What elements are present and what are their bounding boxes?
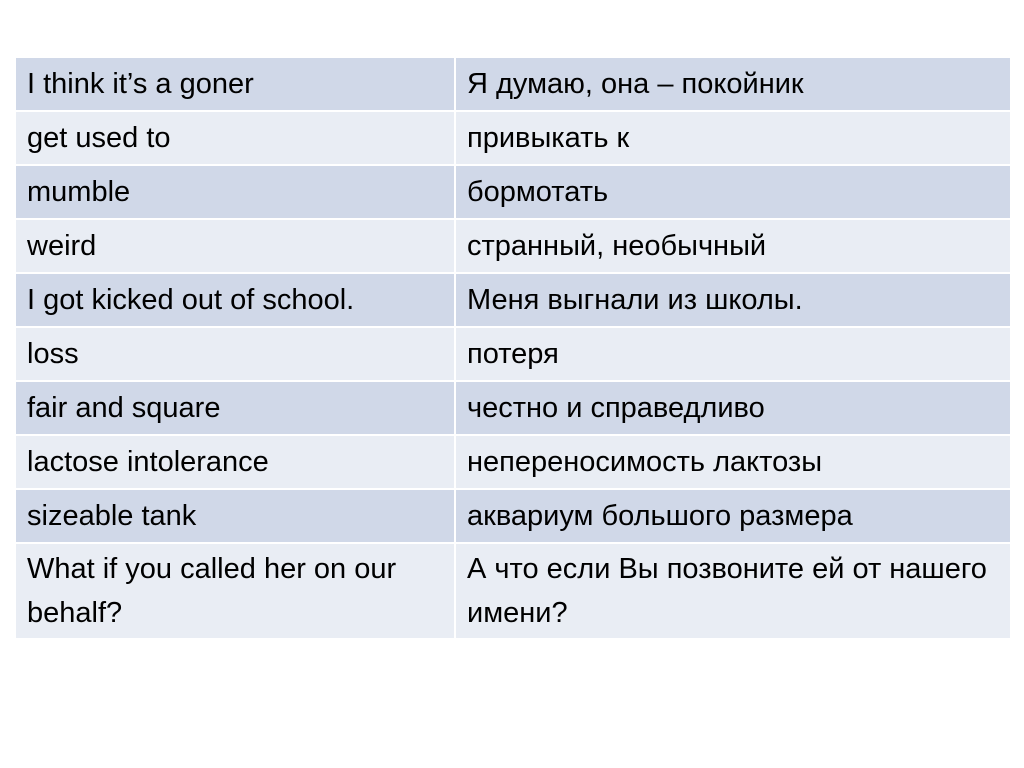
english-term: I got kicked out of school.: [16, 274, 454, 326]
russian-translation: непереносимость лактозы: [456, 436, 1010, 488]
english-term: fair and square: [16, 382, 454, 434]
english-term: loss: [16, 328, 454, 380]
english-term: lactose intolerance: [16, 436, 454, 488]
table-row: [16, 220, 1010, 272]
table-row: [16, 58, 1010, 110]
english-term: I think it’s a goner: [16, 58, 454, 110]
english-term: mumble: [16, 166, 454, 218]
table-row: [16, 436, 1010, 488]
russian-translation: Я думаю, она – покойник: [456, 58, 1010, 110]
table-row: [16, 328, 1010, 380]
table-row: [16, 544, 1010, 638]
russian-translation: А что если Вы позвоните ей от нашего имени?: [456, 544, 1010, 638]
russian-translation: бормотать: [456, 166, 1010, 218]
russian-translation: аквариум большого размера: [456, 490, 1010, 542]
table-row: [16, 112, 1010, 164]
vocabulary-table: [14, 56, 1012, 640]
table-row: [16, 490, 1010, 542]
russian-translation: странный, необычный: [456, 220, 1010, 272]
russian-translation: потеря: [456, 328, 1010, 380]
english-term: weird: [16, 220, 454, 272]
russian-translation: Меня выгнали из школы.: [456, 274, 1010, 326]
table-row: [16, 166, 1010, 218]
table-row: [16, 274, 1010, 326]
russian-translation: привыкать к: [456, 112, 1010, 164]
english-term: sizeable tank: [16, 490, 454, 542]
table-row: [16, 382, 1010, 434]
english-term: get used to: [16, 112, 454, 164]
english-term: What if you called her on our behalf?: [16, 544, 454, 638]
russian-translation: честно и справедливо: [456, 382, 1010, 434]
